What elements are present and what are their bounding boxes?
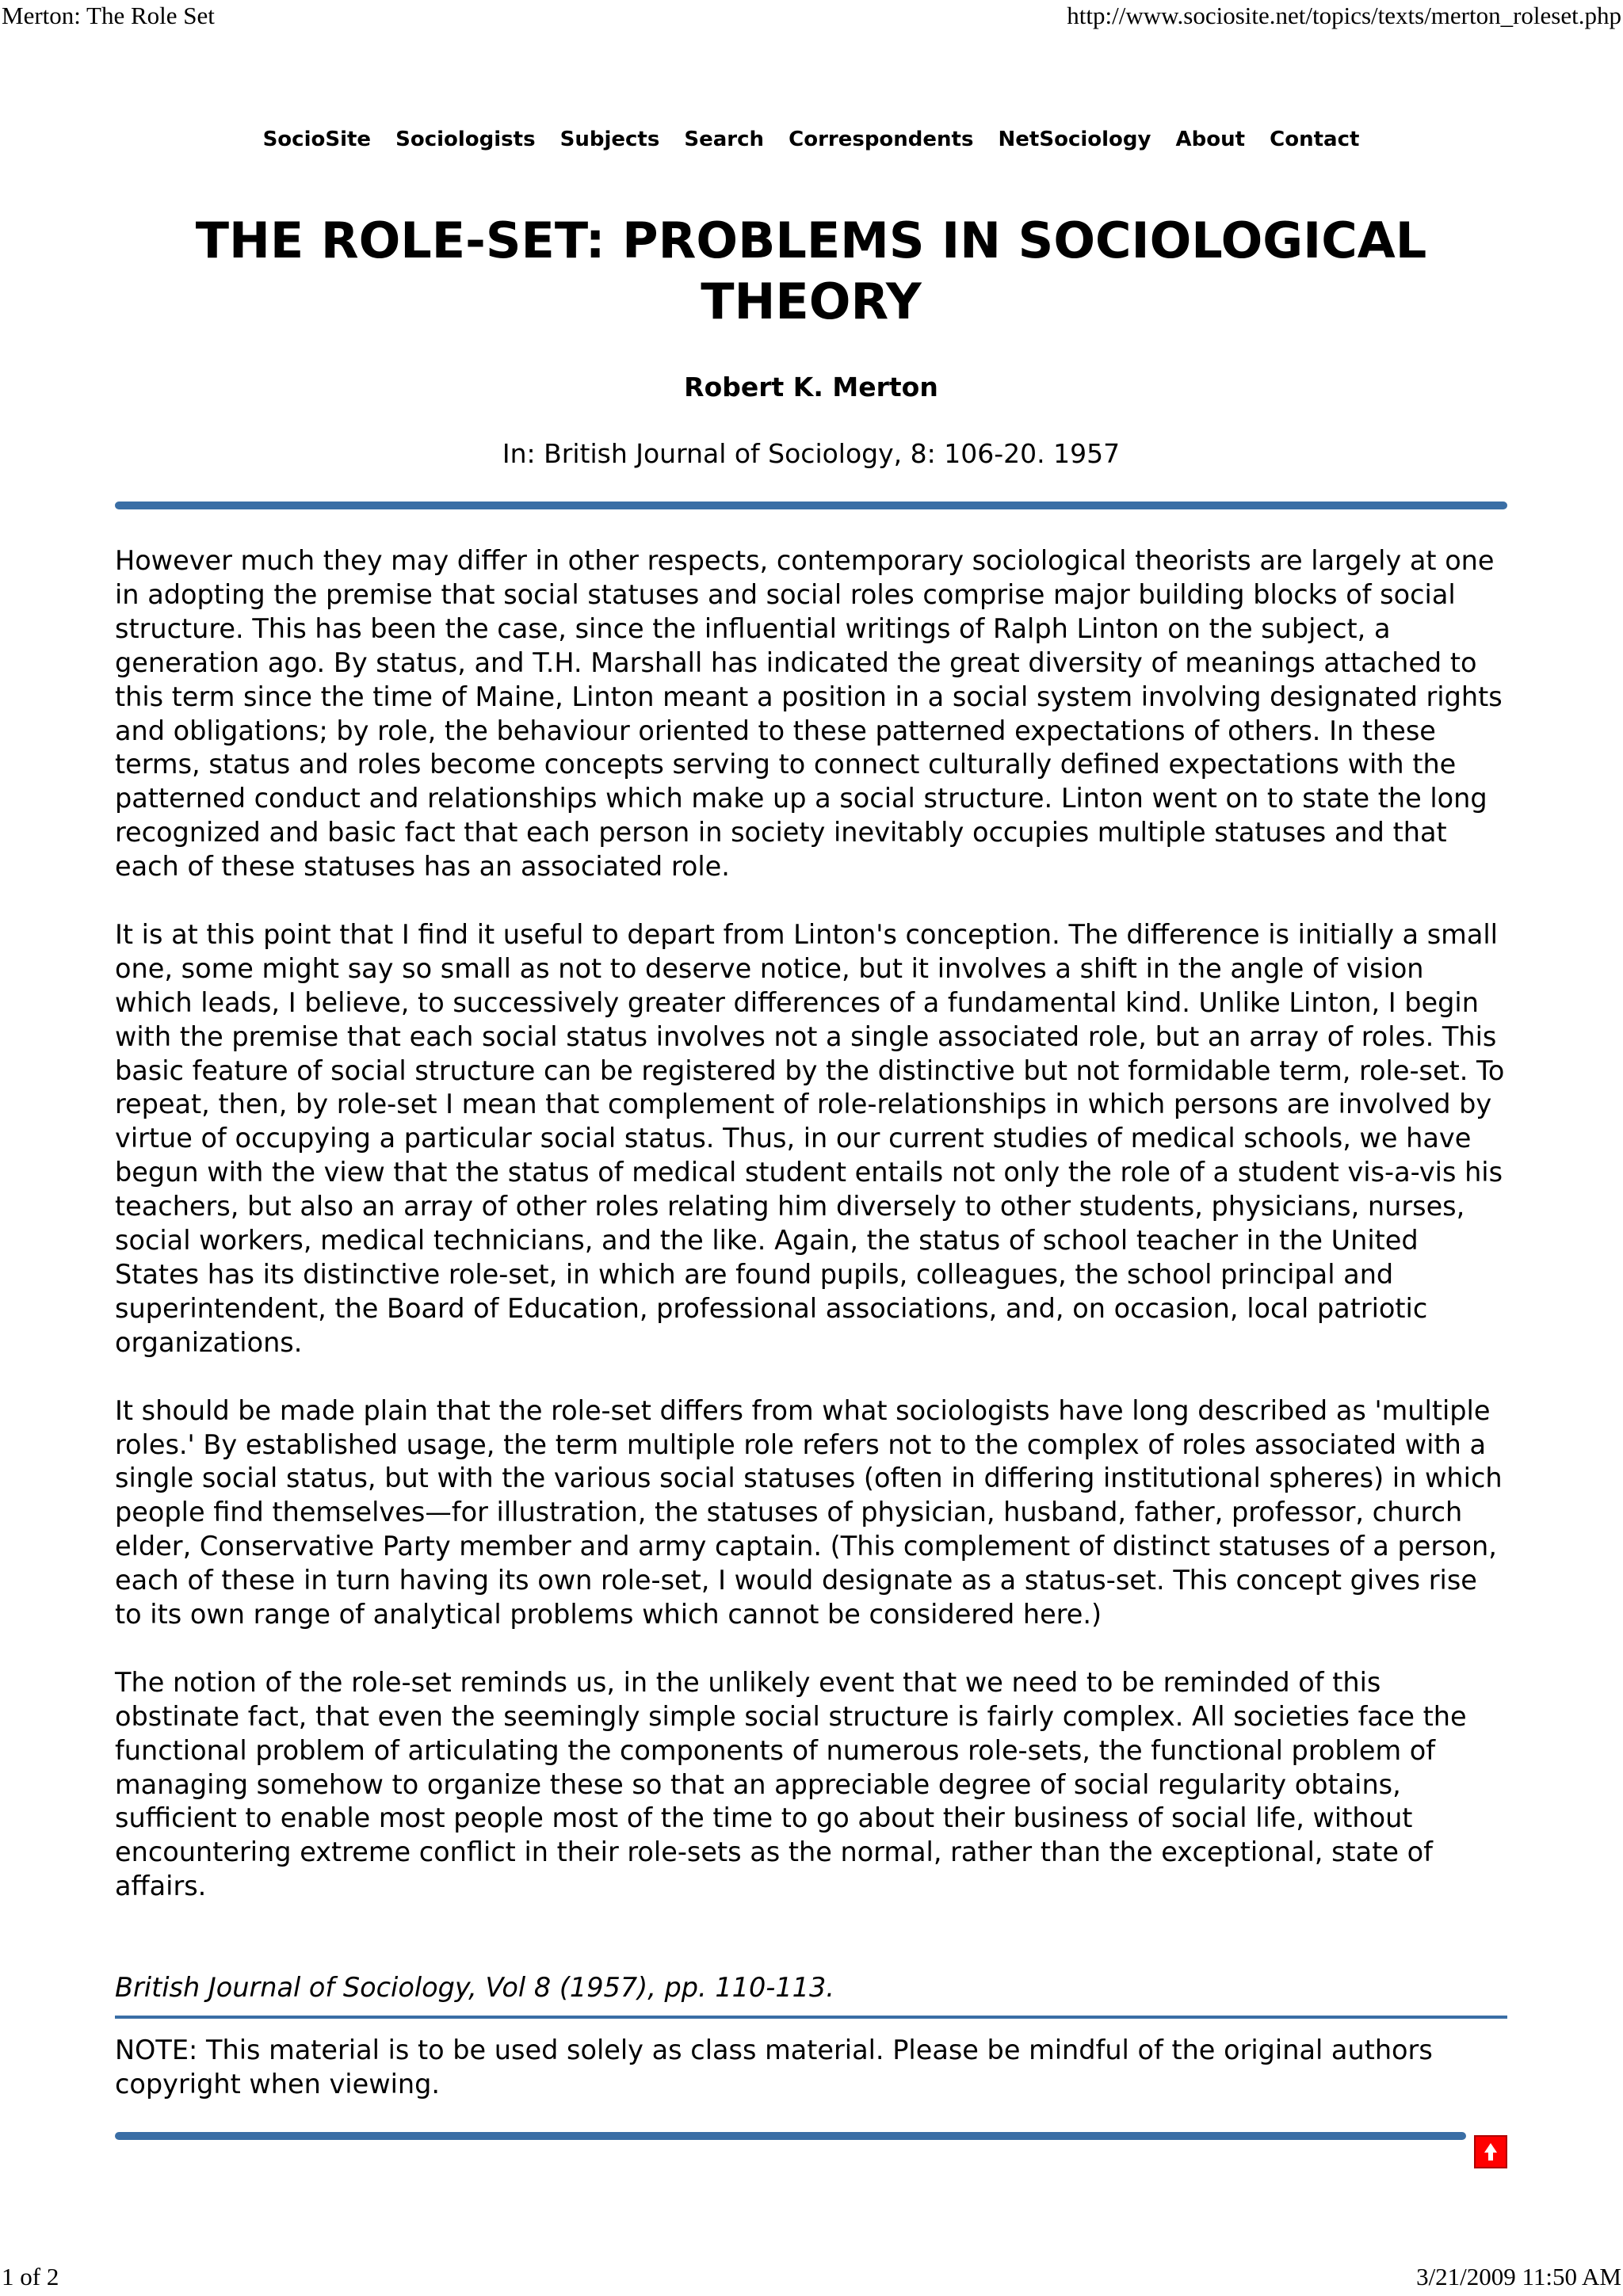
- print-page-count: 1 of 2: [2, 2263, 59, 2290]
- article-citation: In: British Journal of Sociology, 8: 106-20. 1957: [502, 438, 1121, 469]
- article-paragraph: The notion of the role-set reminds us, in the unlikely event that we need to be reminded of this obstinate fact, that even the seemingly simple social structure is fairly complex. All societies face the functional problem of articulating the components of numerous role-sets, the functional problem of managing somehow to organize these so that an appreciable degree of social regularity obtains, sufficient to enable most people most of the time to go about their business of social life, without encountering extreme conflict in their role-sets as the normal, rather than the exceptional, state of affairs.: [115, 1666, 1467, 1902]
- copyright-note: NOTE: This material is to be used solely as class material. Please be mindful of the original authors copyright when viewing.: [115, 2035, 1433, 2100]
- nav-item-contact[interactable]: Contact: [1270, 128, 1360, 151]
- article-author: Robert K. Merton: [684, 372, 938, 402]
- footer-divider: [115, 2132, 1466, 2140]
- article-paragraph: However much they may differ in other respects, contemporary sociological theorists are largely at one in adopting the premise that social statuses and social roles comprise major building blocks of social structure. This has been the case, since the influential writings of Ralph Linton on the subject, a generation ago. By status, and T.H. Marshall has indicated the great diversity of meanings attached to this term since the time of Maine, Linton meant a position in a social system involving designated rights and obligations; by role, the behaviour oriented to these patterned expectations of others. In these terms, status and roles become concepts serving to connect culturally defined expectations with the patterned conduct and relationships which make up a social structure. Linton went on to state the long recognized and basic fact that each person in society inevitably occupies multiple statuses and that each of these statuses has an associated role.: [115, 545, 1503, 883]
- back-to-top-button[interactable]: [1474, 2135, 1507, 2168]
- nav-item-sociologists[interactable]: Sociologists: [395, 128, 536, 151]
- reference-divider: [115, 2016, 1507, 2019]
- nav-item-about[interactable]: About: [1175, 128, 1246, 151]
- nav-item-sociosite[interactable]: SocioSite: [262, 128, 372, 151]
- nav-item-netsociology[interactable]: NetSociology: [998, 128, 1151, 151]
- print-datetime: 3/21/2009 11:50 AM: [1416, 2263, 1621, 2290]
- nav-item-correspondents[interactable]: Correspondents: [789, 128, 974, 151]
- article-title: THE ROLE-SET: PROBLEMS IN SOCIOLOGICAL THEORY: [195, 212, 1427, 330]
- print-url: http://www.sociosite.net/topics/texts/merton_roleset.php: [1067, 2, 1621, 29]
- article-paragraph: It is at this point that I find it useful to depart from Linton's conception. The difference is initially a small one, some might say so small as not to deserve notice, but it involves a shift in the angle of vision which leads, I believe, to successively greater differences of a fundamental kind. Unlike Linton, I begin with the premise that each social status involves not a single associated role, but an array of roles. This basic feature of social structure can be registered by the distinctive but not formidable term, role-set. To repeat, then, by role-set I mean that complement of role-relationships in which persons are involved by virtue of occupying a particular social status. Thus, in our current studies of medical schools, we have begun with the view that the status of medical student entails not only the role of a student vis-a-vis his teachers, but also an array of other roles relating him diversely to other students, physicians, nurses, social workers, medical technicians, and the like. Again, the status of school teacher in the United States has its distinctive role-set, in which are found pupils, colleagues, the school principal and superintendent, the Board of Education, professional associations, and, on occasion, local patriotic organizations.: [115, 918, 1505, 1358]
- arrow-up-icon: [1476, 2137, 1506, 2167]
- nav-item-search[interactable]: Search: [684, 128, 765, 151]
- article-reference: British Journal of Sociology, Vol 8 (1957), pp. 110-113.: [115, 1972, 834, 2003]
- nav-item-subjects[interactable]: Subjects: [559, 128, 660, 151]
- article-paragraph: It should be made plain that the role-set differs from what sociologists have long described as 'multiple roles.' By established usage, the term multiple role refers not to the complex of roles associated with a single social status, but with the various social statuses (often in differing institutional spheres) in which people find themselves—for illustration, the statuses of physician, husband, father, professor, church elder, Conservative Party member and army captain. (This complement of distinct statuses of a person, each of these in turn having its own role-set, I would designate as a status-set. This concept gives rise to its own range of analytical problems which cannot be considered here.): [115, 1394, 1503, 1630]
- header-divider: [115, 502, 1507, 509]
- article-body: [115, 544, 1507, 1938]
- top-nav: [115, 125, 1507, 154]
- print-page-title: Merton: The Role Set: [2, 2, 215, 29]
